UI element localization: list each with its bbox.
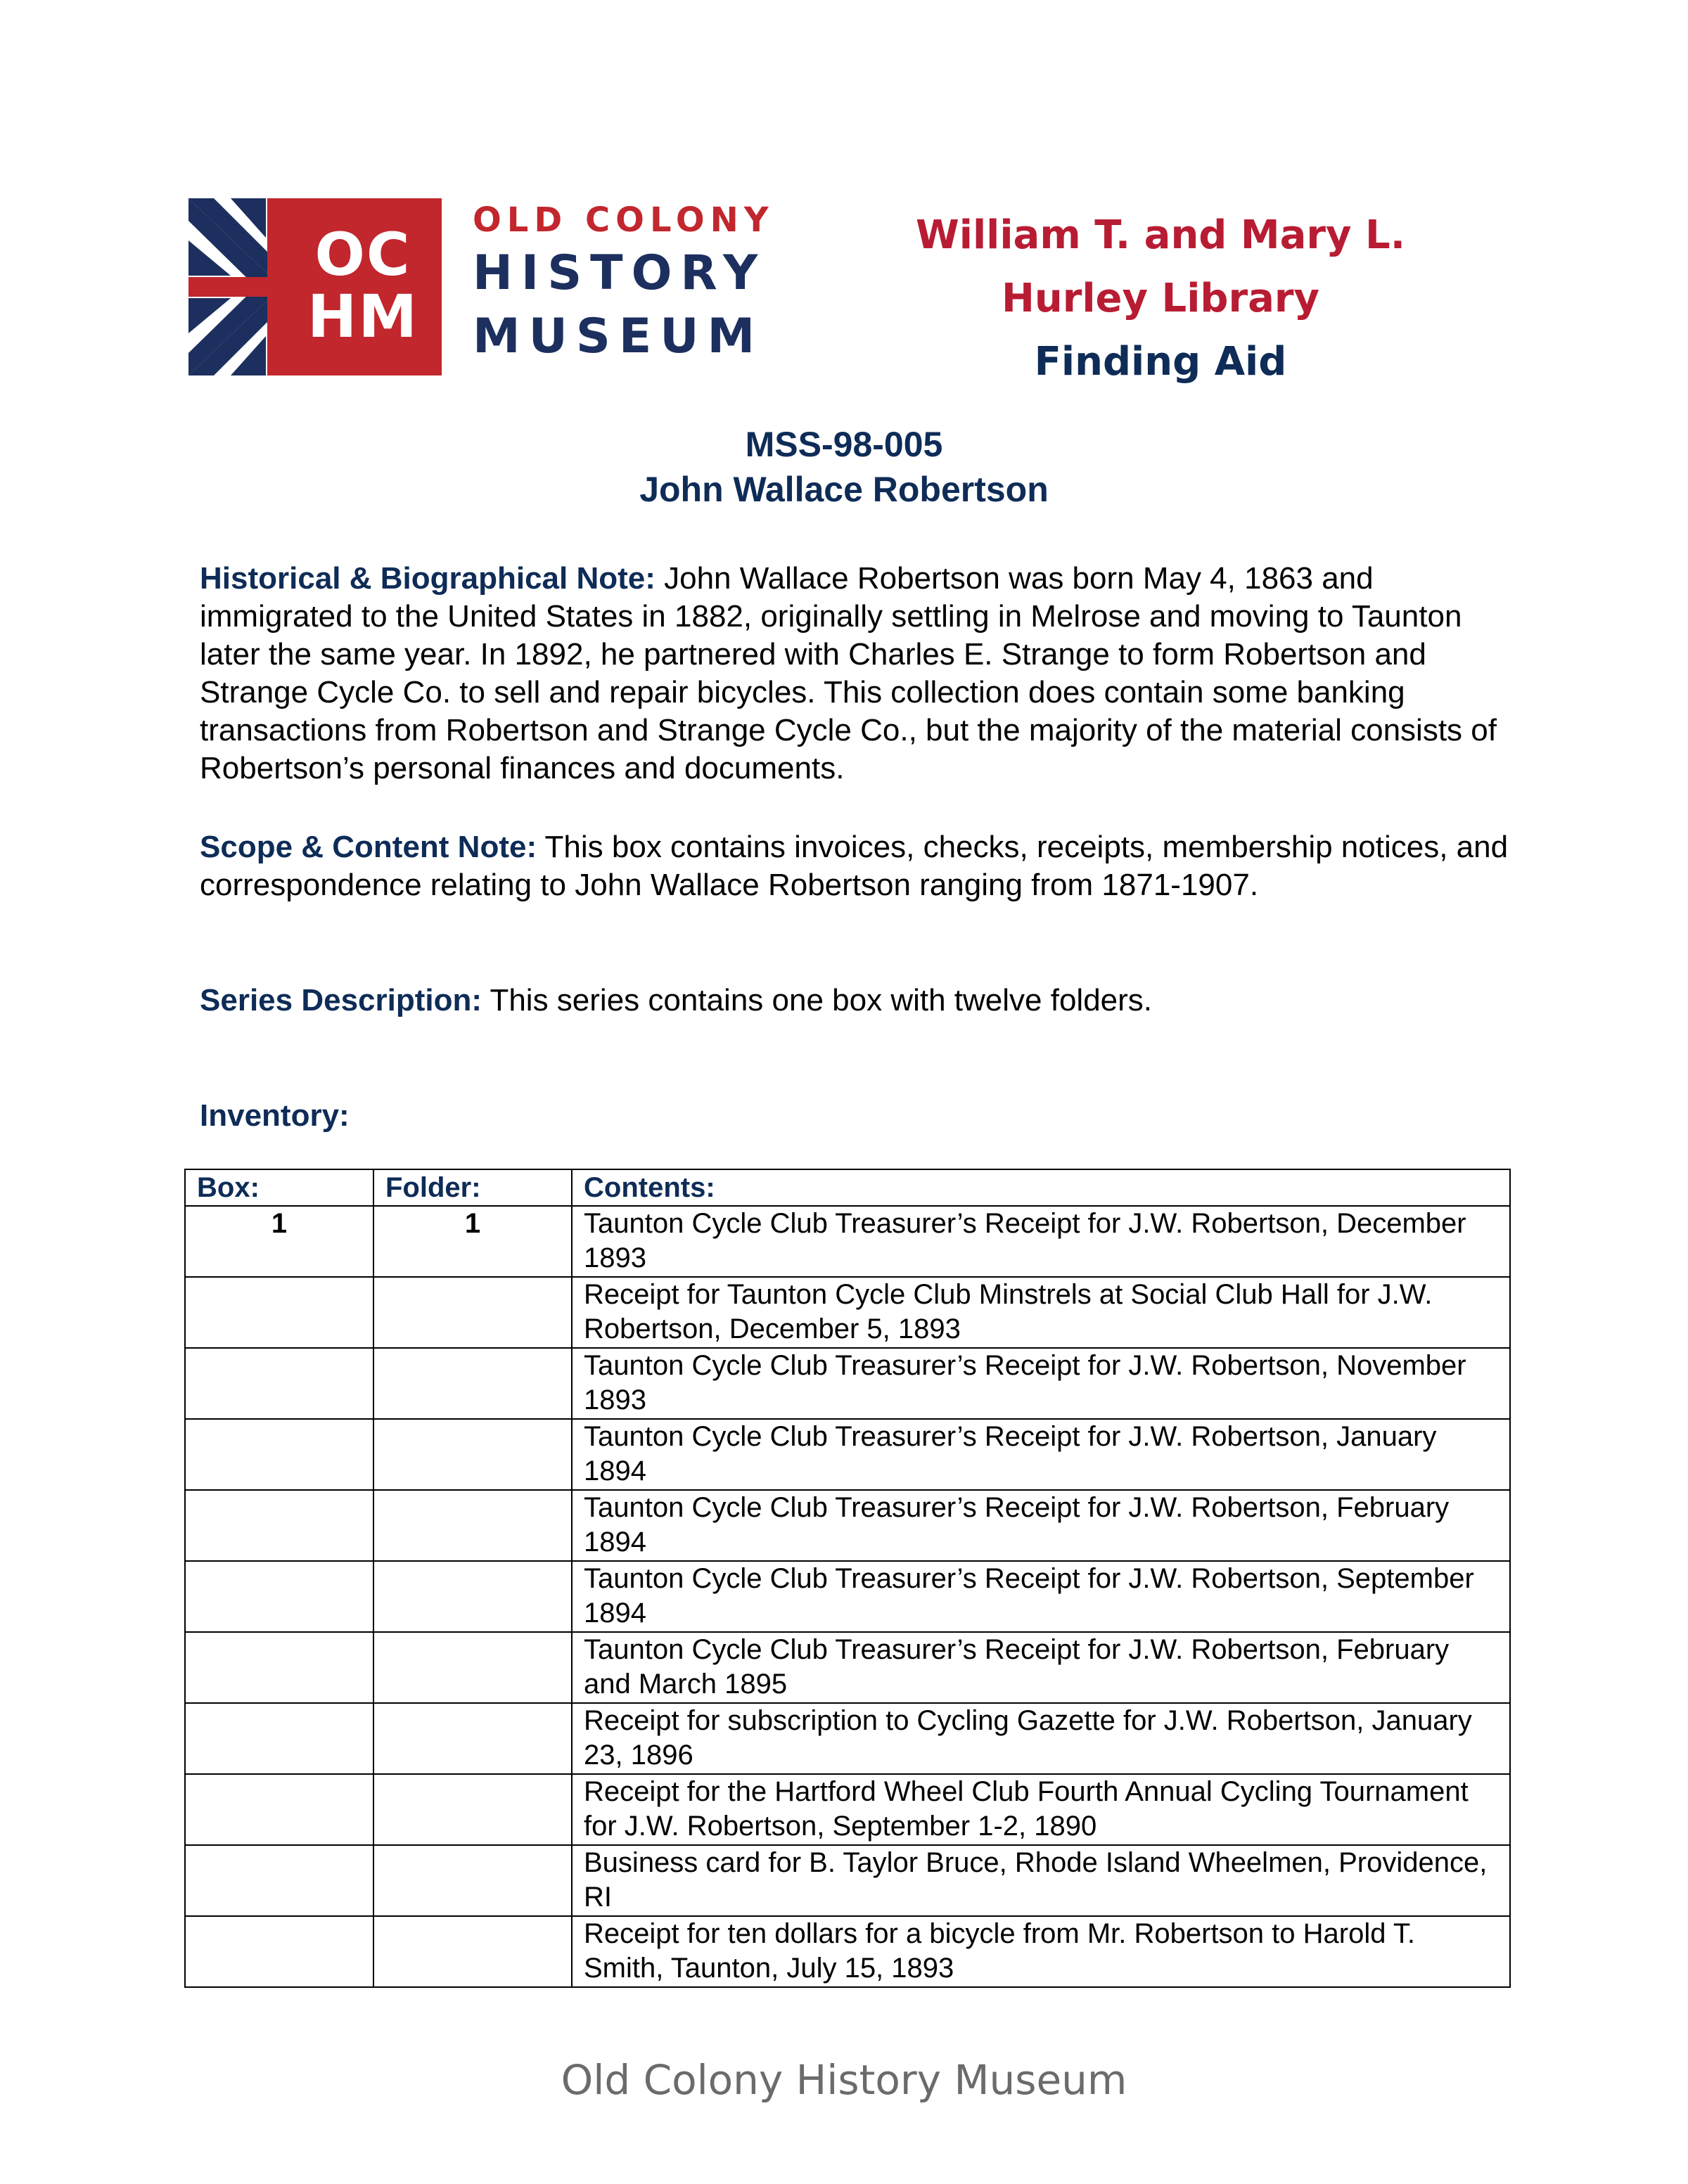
- historical-note: [200, 560, 1522, 788]
- table-row: [185, 1490, 1510, 1561]
- cell-box: [185, 1490, 373, 1561]
- cell-contents: Receipt for subscription to Cycling Gazette for J.W. Robertson, January 23, 1896: [572, 1703, 1510, 1774]
- cell-box: [185, 1632, 373, 1703]
- library-line-1: William T. and Mary L.: [916, 212, 1405, 258]
- library-line-2: Hurley Library: [1001, 276, 1320, 321]
- header-folder: Folder:: [373, 1169, 572, 1206]
- table-row: [185, 1916, 1510, 1987]
- cell-box: [185, 1561, 373, 1632]
- cell-contents: Taunton Cycle Club Treasurer’s Receipt for J.W. Robertson, February and March 1895: [572, 1632, 1510, 1703]
- cell-folder: [373, 1774, 572, 1845]
- cell-contents: Business card for B. Taylor Bruce, Rhode Island Wheelmen, Providence, RI: [572, 1845, 1510, 1916]
- table-row: [185, 1277, 1510, 1348]
- cell-contents: Taunton Cycle Club Treasurer’s Receipt for J.W. Robertson, February 1894: [572, 1490, 1510, 1561]
- header-contents: Contents:: [572, 1169, 1510, 1206]
- cell-contents: Taunton Cycle Club Treasurer’s Receipt for J.W. Robertson, December 1893: [572, 1206, 1510, 1277]
- library-heading: [872, 204, 1449, 394]
- cell-folder: [373, 1916, 572, 1987]
- table-row: [185, 1348, 1510, 1419]
- cell-folder: [373, 1845, 572, 1916]
- table-row: [185, 1703, 1510, 1774]
- logo-line-old-colony: OLD COLONY: [473, 200, 774, 240]
- logo-line-history: HISTORY: [473, 245, 767, 301]
- logo-line-museum: MUSEUM: [473, 309, 764, 364]
- cell-contents: Receipt for the Hartford Wheel Club Fourth Annual Cycling Tournament for J.W. Robertson, September 1-2, 1890: [572, 1774, 1510, 1845]
- logo-letters-top: OC: [314, 220, 411, 289]
- table-row: [185, 1206, 1510, 1277]
- collection-title: [0, 422, 1688, 512]
- inventory-table: [184, 1169, 1511, 1988]
- cell-box: [185, 1774, 373, 1845]
- cell-contents: Taunton Cycle Club Treasurer’s Receipt for J.W. Robertson, September 1894: [572, 1561, 1510, 1632]
- cell-folder: [373, 1561, 572, 1632]
- cell-contents: Taunton Cycle Club Treasurer’s Receipt for J.W. Robertson, January 1894: [572, 1419, 1510, 1490]
- logo-wordmark: [473, 198, 803, 368]
- logo-letters-bottom: HM: [307, 282, 418, 351]
- cell-contents: Receipt for ten dollars for a bicycle from Mr. Robertson to Harold T. Smith, Taunton, July 15, 1893: [572, 1916, 1510, 1987]
- scope-note: [200, 828, 1522, 904]
- cell-folder: 1: [373, 1206, 572, 1277]
- cell-folder: [373, 1703, 572, 1774]
- inventory-header-row: [185, 1169, 1510, 1206]
- table-row: [185, 1774, 1510, 1845]
- collection-name: John Wallace Robertson: [639, 470, 1049, 509]
- cell-box: [185, 1277, 373, 1348]
- cell-box: [185, 1419, 373, 1490]
- cell-folder: [373, 1419, 572, 1490]
- scope-note-text: This box contains invoices, checks, receipts, membership notices, and correspondence relating to John Wallace Robertson ranging from 1871-1907.: [200, 830, 1509, 902]
- cell-folder: [373, 1490, 572, 1561]
- cell-folder: [373, 1277, 572, 1348]
- scope-note-label: Scope & Content Note:: [200, 830, 537, 864]
- series-description: [200, 982, 1522, 1020]
- logo-union-jack-mark: [188, 198, 442, 375]
- cell-contents: Receipt for Taunton Cycle Club Minstrels at Social Club Hall for J.W. Robertson, December 5, 1893: [572, 1277, 1510, 1348]
- ochm-logo: [188, 198, 796, 375]
- cell-folder: [373, 1632, 572, 1703]
- series-description-label: Series Description:: [200, 983, 482, 1017]
- finding-aid-label: Finding Aid: [1034, 339, 1287, 385]
- footer-museum-name: Old Colony History Museum: [561, 2056, 1127, 2104]
- cell-box: [185, 1845, 373, 1916]
- cell-box: [185, 1348, 373, 1419]
- historical-note-label: Historical & Biographical Note:: [200, 561, 656, 596]
- cell-box: [185, 1916, 373, 1987]
- cell-box: 1: [185, 1206, 373, 1277]
- historical-note-text: John Wallace Robertson was born May 4, 1863 and immigrated to the United States in 1882, originally settling in Melrose and moving to Taunton later the same year. In 1892, he partnered with Charles E. Strange to form Robertson and Strange Cycle Co. to sell and repair bicycles. This collection does contain some banking transactions from Robertson and Strange Cycle Co., but the majority of the material consists of Robertson’s personal finances and documents.: [200, 561, 1497, 785]
- table-row: [185, 1419, 1510, 1490]
- cell-box: [185, 1703, 373, 1774]
- table-row: [185, 1632, 1510, 1703]
- cell-folder: [373, 1348, 572, 1419]
- cell-contents: Taunton Cycle Club Treasurer’s Receipt for J.W. Robertson, November 1893: [572, 1348, 1510, 1419]
- inventory-heading: Inventory:: [200, 1098, 350, 1133]
- table-row: [185, 1561, 1510, 1632]
- table-row: [185, 1845, 1510, 1916]
- series-description-text: This series contains one box with twelve folders.: [482, 983, 1153, 1017]
- collection-id: MSS-98-005: [745, 425, 943, 464]
- header-box: Box:: [185, 1169, 373, 1206]
